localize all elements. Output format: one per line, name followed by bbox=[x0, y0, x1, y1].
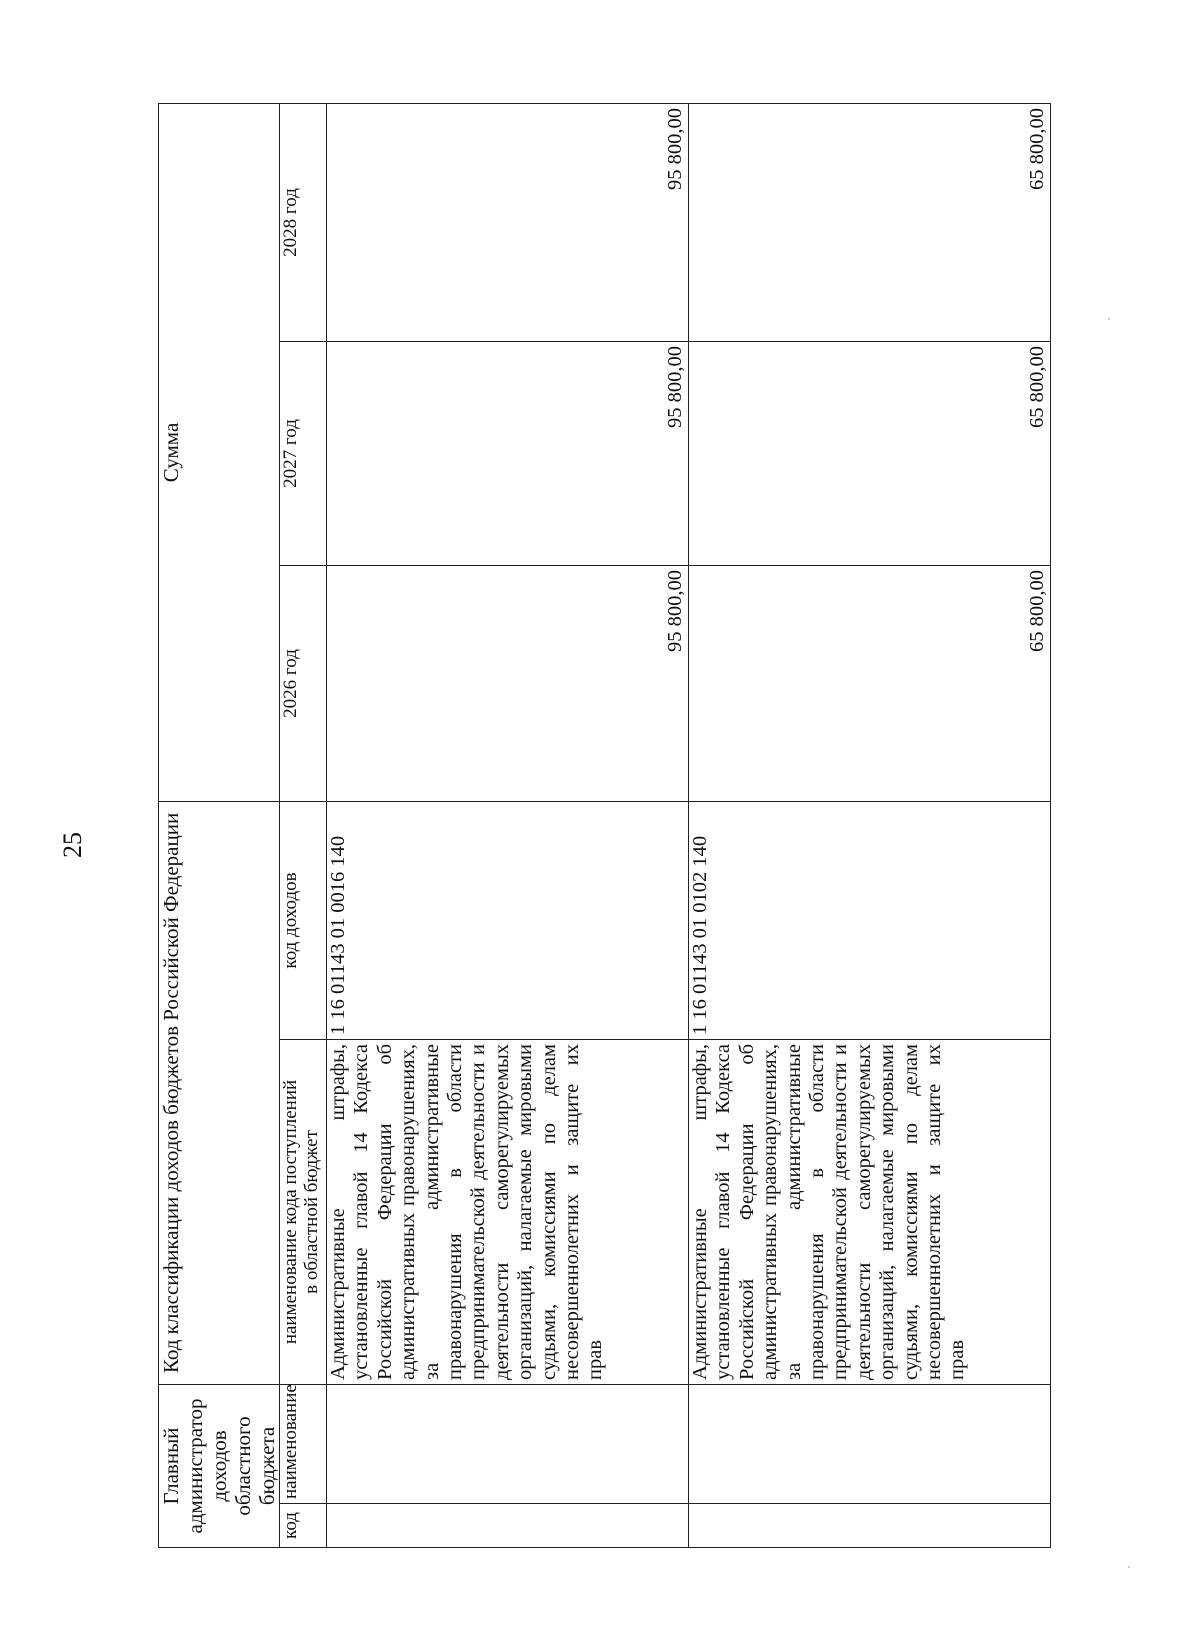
header-row-1 bbox=[159, 103, 280, 1547]
amount-2027-cell: 95 800,00 bbox=[327, 341, 689, 565]
classification-group-header: Код классификации доходов бюджетов Российской Федерации bbox=[159, 801, 280, 1384]
revenue-table bbox=[158, 103, 1051, 1548]
income-code-cell: 1 16 01143 01 0102 140 bbox=[689, 801, 1051, 1039]
col-name-header: наименование bbox=[280, 1384, 327, 1503]
amount-2028-cell: 65 800,00 bbox=[689, 103, 1051, 341]
sum-group-header: Сумма bbox=[159, 103, 280, 801]
amount-2027-cell: 65 800,00 bbox=[689, 341, 1051, 565]
col-code-header: код bbox=[280, 1504, 327, 1548]
amount-2028-cell: 95 800,00 bbox=[327, 103, 689, 341]
income-name-cell: Административные штрафы, установленные главой 14 Кодекса Российской Федерации об административных правонарушениях, за административные правонарушения в области предпринимательской деятельности и деятельности саморегулируемых организаций, налагаемые мировыми судьями, комиссиями по делам несовершеннолетних и защите их прав bbox=[327, 1039, 689, 1384]
admin-name-cell bbox=[327, 1384, 689, 1503]
col-2027-header: 2027 год bbox=[280, 341, 327, 565]
amount-2026-cell: 65 800,00 bbox=[689, 565, 1051, 801]
scan-speck bbox=[1128, 1566, 1130, 1568]
scan-speck bbox=[1108, 318, 1110, 320]
table-row bbox=[689, 103, 1051, 1547]
admin-code-cell bbox=[327, 1504, 689, 1548]
col-income-code-header: код доходов bbox=[280, 801, 327, 1039]
col-2026-header: 2026 год bbox=[280, 565, 327, 801]
admin-name-cell bbox=[689, 1384, 1051, 1503]
admin-code-cell bbox=[689, 1504, 1051, 1548]
amount-2026-cell: 95 800,00 bbox=[327, 565, 689, 801]
col-income-name-header: наименование кода поступлений в областной бюджет bbox=[280, 1039, 327, 1384]
income-name-cell: Административные штрафы, установленные главой 14 Кодекса Российской Федерации об административных правонарушениях, за административные правонарушения в области предпринимательской деятельности и деятельности саморегулируемых организаций, налагаемые мировыми судьями, комиссиями по делам несовершеннолетних и защите их прав bbox=[689, 1039, 1051, 1384]
admin-group-header: Главный администратор доходов областного бюджета bbox=[159, 1384, 280, 1547]
table-row bbox=[327, 103, 689, 1547]
col-2028-header: 2028 год bbox=[280, 103, 327, 341]
page-number: 25 bbox=[58, 832, 87, 858]
header-row-2 bbox=[280, 103, 327, 1547]
income-code-cell: 1 16 01143 01 0016 140 bbox=[327, 801, 689, 1039]
revenue-table-rotated bbox=[158, 104, 1048, 1548]
